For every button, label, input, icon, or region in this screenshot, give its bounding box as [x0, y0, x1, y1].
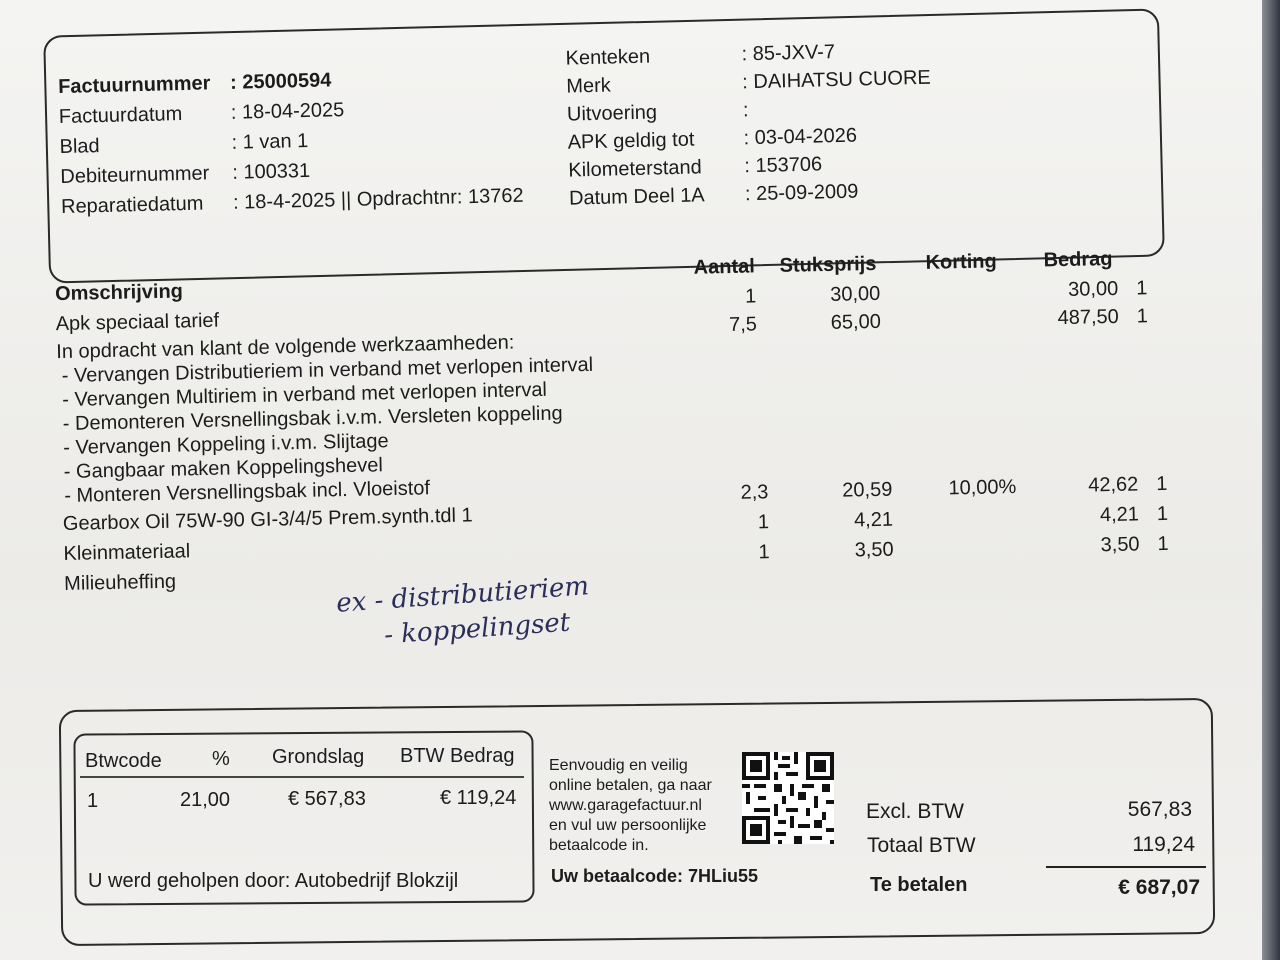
line-unit-price: 20,59 — [842, 478, 893, 502]
registration-date-label: Datum Deel 1A — [568, 184, 705, 210]
line-description: In opdracht van klant de volgende werkzaamheden: — [56, 331, 515, 364]
qr-code-icon — [742, 752, 834, 844]
line-vat-code: 1 — [1136, 305, 1149, 328]
background-edge — [1262, 0, 1280, 960]
debtor-number-label: Debiteurnummer — [60, 162, 210, 189]
repair-date-label: Reparatiedatum — [60, 192, 204, 219]
page-value: : 1 van 1 — [231, 129, 309, 154]
line-description: - Vervangen Distributieriem in verband met verlopen interval — [61, 353, 594, 387]
registration-date-value: : 25-09-2009 — [744, 180, 859, 206]
line-vat-code: 1 — [1156, 472, 1168, 496]
invoice-number-label: Factuurnummer — [57, 72, 211, 99]
brand-value: : DAIHATSU CUORE — [741, 66, 932, 94]
payment-info-line: en vul uw persoonlijke — [549, 817, 707, 834]
line-quantity: 1 — [758, 541, 770, 564]
mileage-label: Kilometerstand — [568, 156, 703, 182]
line-description: Milieuheffing — [63, 570, 177, 595]
model-label: Uitvoering — [566, 101, 658, 126]
helped-by-text: U werd geholpen door: Autobedrijf Blokzijl — [88, 870, 459, 892]
model-value: : — [742, 99, 749, 122]
vat-header-amount: BTW Bedrag — [400, 745, 515, 767]
line-quantity: 7,5 — [728, 313, 758, 336]
mileage-value: : 153706 — [744, 153, 823, 178]
line-quantity: 1 — [757, 511, 770, 534]
brand-label: Merk — [566, 74, 612, 98]
payment-info-line: www.garagefactuur.nl — [549, 797, 702, 814]
apk-valid-value: : 03-04-2026 — [743, 124, 858, 150]
line-amount: 487,50 — [1057, 305, 1120, 330]
line-description: - Demonteren Versnellingsbak i.v.m. Versleten koppeling — [62, 402, 563, 435]
line-unit-price: 30,00 — [829, 282, 881, 306]
page-label: Blad — [59, 135, 100, 159]
column-amount: Bedrag — [1043, 247, 1113, 272]
line-vat-code: 1 — [1156, 502, 1169, 526]
vat-header-code: Btwcode — [85, 750, 162, 772]
line-quantity: 2,3 — [740, 481, 769, 504]
payment-info-line: online betalen, ga naar — [549, 777, 712, 794]
total-vat-label: Totaal BTW — [867, 834, 976, 857]
line-description: Gearbox Oil 75W-90 GI-3/4/5 Prem.synth.tdl 1 — [62, 504, 473, 535]
total-vat-value: 119,24 — [1132, 833, 1195, 856]
line-amount: 30,00 — [1067, 277, 1119, 301]
line-unit-price: 65,00 — [830, 310, 882, 334]
line-description: - Monteren Versnellingsbak incl. Vloeistof — [64, 477, 431, 507]
vat-percent-value: 21,00 — [180, 789, 231, 811]
line-unit-price: 3,50 — [854, 538, 894, 562]
amount-due-value: € 687,07 — [1118, 876, 1200, 899]
repair-date-value: : 18-4-2025 || Opdrachtnr: 13762 — [232, 184, 524, 214]
column-unit-price: Stuksprijs — [779, 252, 877, 277]
license-plate-label: Kenteken — [565, 45, 651, 70]
invoice-date-value: : 18-04-2025 — [230, 99, 345, 124]
line-description: - Gangbaar maken Koppelingshevel — [63, 454, 384, 483]
invoice-date-label: Factuurdatum — [58, 103, 183, 129]
line-amount: 4,21 — [1099, 503, 1140, 527]
vat-header-percent: % — [212, 748, 230, 770]
vat-base-value: € 567,83 — [288, 788, 366, 810]
handwritten-note: - koppelingset — [383, 607, 572, 651]
invoice-number-value: : 25000594 — [229, 69, 332, 94]
vat-code-value: 1 — [87, 790, 99, 812]
line-amount: 3,50 — [1100, 533, 1140, 557]
vat-amount-value: € 119,24 — [440, 787, 517, 809]
line-description: Kleinmateriaal — [63, 540, 191, 565]
payment-code: Uw betaalcode: 7HLiu55 — [551, 866, 759, 886]
excl-vat-label: Excl. BTW — [866, 800, 964, 823]
vat-header-base: Grondslag — [272, 746, 365, 768]
apk-valid-label: APK geldig tot — [567, 128, 695, 154]
line-quantity: 1 — [744, 285, 757, 308]
excl-vat-value: 567,83 — [1127, 798, 1192, 821]
handwritten-note: ex - distributieriem — [335, 571, 590, 619]
payment-info-line: Eenvoudig en veilig — [549, 757, 688, 774]
payment-info-line: betaalcode in. — [549, 837, 649, 854]
amount-due-label: Te betalen — [870, 874, 968, 896]
line-description: - Vervangen Multiriem in verband met verlopen interval — [62, 378, 548, 411]
license-plate-value: : 85-JXV-7 — [741, 41, 836, 66]
vat-header-rule — [80, 776, 524, 778]
column-discount: Korting — [925, 250, 997, 274]
line-description: Apk speciaal tarief — [55, 309, 220, 336]
line-amount: 42,62 — [1088, 473, 1139, 497]
line-vat-code: 1 — [1157, 532, 1169, 556]
line-vat-code: 1 — [1135, 277, 1148, 300]
line-unit-price: 4,21 — [853, 508, 894, 532]
column-quantity: Aantal — [693, 255, 756, 279]
column-description: Omschrijving — [54, 280, 184, 306]
debtor-number-value: : 100331 — [232, 159, 311, 184]
line-description: - Vervangen Koppeling i.v.m. Slijtage — [63, 430, 389, 459]
line-discount: 10,00% — [948, 476, 1017, 500]
totals-rule — [1046, 866, 1206, 868]
